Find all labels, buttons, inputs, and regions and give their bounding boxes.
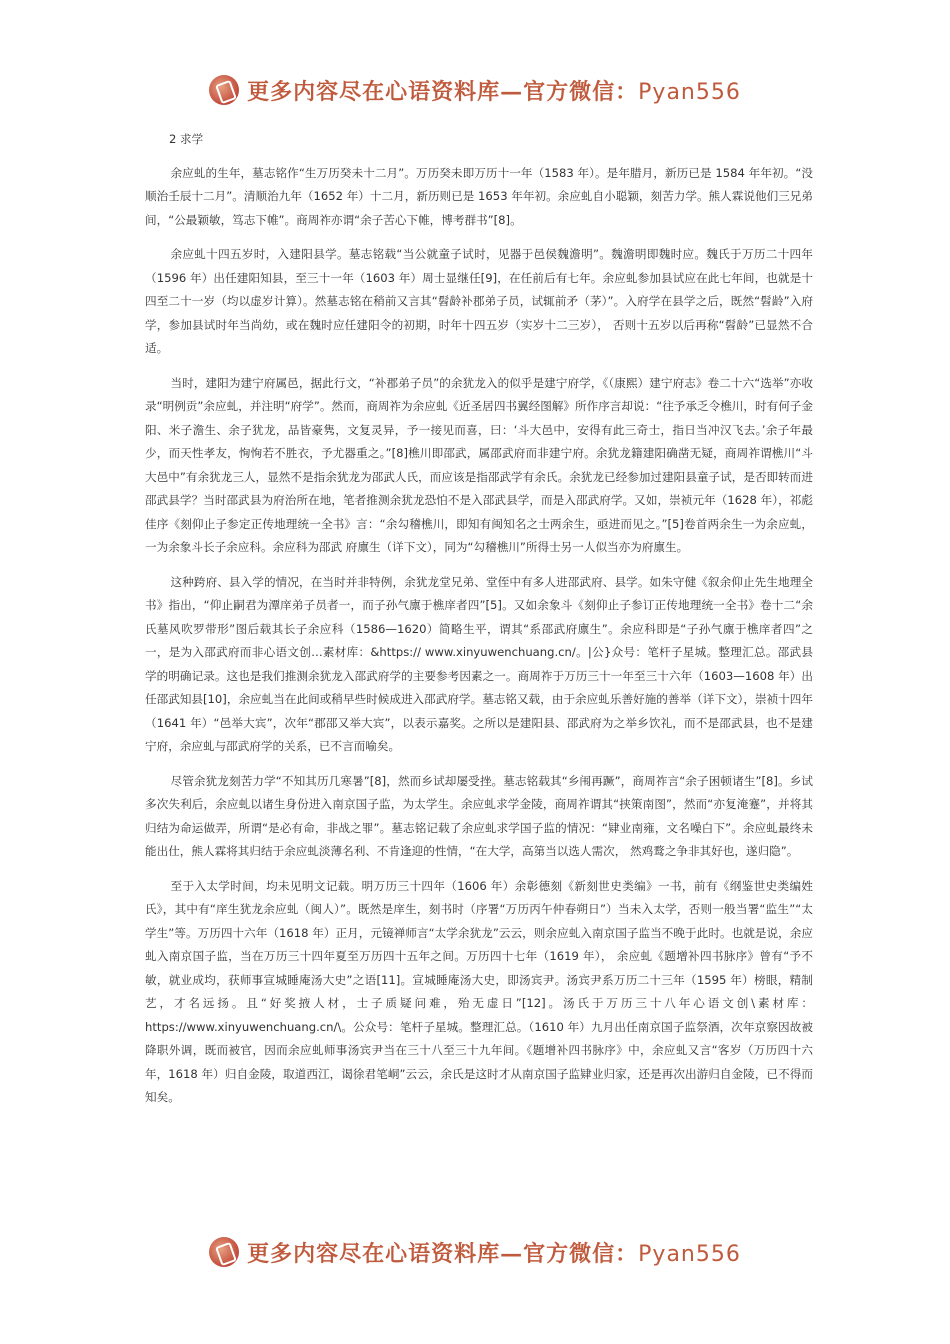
paragraph-1: 余应虬的生年，墓志铭作“生万历癸未十二月”。万历癸未即万历十一年（1583 年）。是年腊月，新历已是 1584 年年初。“没顺治壬辰十二月”。清顺治九年（1652 年）十二月，新历则已是 1653 年年初。余应虬自小聪颖，刻苦力学。熊人霖说他们三兄弟间，“公最颖敏，笃志下帷”。商周祚亦谓“余子苦心下帷，博考群书”[8]。: [145, 165, 813, 227]
paragraph-2: 余应虬十四五岁时，入建阳县学。墓志铭载“当公就童子试时，见器于邑侯魏澹明”。魏澹明即魏时应。魏氏于万历二十四年（1596 年）出任建阳知县，至三十一年（1603 年）周士显继任[9]，在任前后有七年。余应虬参加县试应在此七年间，也就是十四至二十一岁（均以虚岁计算）。然墓志铭在稍前又言其“髫龄补郡弟子员，试辄前矛（茅）”。入府学在县学之后，既然“髫龄”入府学，参加县试时年当尚幼，或在魏时应任建阳令的初期，时年十四五岁（实岁十二三岁）， 否则十五岁以后再称“髫龄”已显然不合适。: [145, 247, 813, 355]
watermark-banner-top: [0, 70, 950, 110]
banner-handle: Pyan556: [638, 1241, 741, 1267]
banner-text: [247, 75, 741, 106]
paragraph-6: 至于入太学时间，均未见明文记载。明万历三十四年（1606 年）余彰德刻《新刻世史类编》一书，前有《纲鉴世史类编姓氏》，其中有“庠生犹龙余应虬（闽人）”。既然是庠生，刻书时（序署“万历丙午仲春朔日”）当未入太学，否则一般当署“监生”“太学生”等。万历四十六年（1618 年）正月，元镜禅师言“太学余犹龙”云云，则余应虬入南京国子监当不晚于此时。也就是说，余应虬入南京国子监，当在万历三十四年夏至万历四十五年之间。万历四十七年（1619 年）， 余应虬《题增补四书脉序》曾有“予不敏，就业成均，获师事宣城睡庵汤大史”之语[11]。宣城睡庵汤大史，即汤宾尹。汤宾尹系万历二十三年（1595 年）榜眼，精制艺，才名远扬。且“好奖掖人材，士子质疑问难，殆无虚日”[12]。汤氏于万历三十八年心语文创\素材库：https://www.xinyuwenchuang.cn/\。公众号：笔杆子星城。整理汇总。（1610 年）九月出任南京国子监祭酒，次年京察因故被降职外调，既而被官，因而余应虬师事汤宾尹当在三十八至三十九年间。《题增补四书脉序》中，余应虬又言“客岁（万历四十六年，1618 年）归自金陵，取道西江，谒徐君笔峒”云云，余氏是这时才从南京国子监肄业归家，还是再次出游归自金陵，已不得而知矣。: [145, 878, 813, 1104]
paragraph-5: 尽管余犹龙刻苦力学“不知其历几寒暑”[8]，然而乡试却屡受挫。墓志铭载其“乡闱再蹶”，商周祚言“余子困顿诸生”[8]。乡试多次失利后，余应虬以诸生身份进入南京国子监，为太学生。余应虬求学金陵，商周祚谓其“挟策南图”，然而“亦复淹蹇”，并将其归结为命运做弄，所谓“是必有命，非战之罪”。墓志铭记载了余应虬求学国子监的情况：“肄业南雍，文名噪白下”。余应虬最终未能出仕，熊人霖将其归结于余应虬淡薄名利、不肯逢迎的性情，“在大学，高第当以选人需次， 然鸡鹜之争非其好也，遂归隐”。: [145, 773, 813, 858]
banner-handle: Pyan556: [638, 79, 741, 105]
banner-slogan: 更多内容尽在心语资料库—官方微信：: [247, 78, 639, 105]
paragraph-4: 这种跨府、县入学的情况，在当时并非特例，余犹龙堂兄弟、堂侄中有多人进邵武府、县学。如朱守健《叙余仰止先生地理全书》指出，“仰止嗣君为潭庠弟子员者一，而子孙气廪于樵庠者四”[5]。又如余象斗《刻仰止子参订正传地理统一全书》卷十二“余氏墓风吹罗带形”图后载其长子余应科（1586—1620）简略生平，谓其“系邵武府廪生”。余应科即是“子孙气廪于樵庠者四”之一，是为入邵武府而非心语文创…素材库：&https:// www.xinyuwenchuang.cn/。|公}众号：笔杆子星城。整理汇总。邵武县学的明确记录。这也是我们推测余犹龙入邵武府学的主要参考因素之一。商周祚于万历三十一年至三十六年（1603—1608 年）出任邵武知县[10]，余应虬当在此间或稍早些时候成进入邵武府学。墓志铭又载，由于余应虬乐善好施的善举（详下文），崇祯十四年（1641 年）“邑举大宾”，次年“郡邵又举大宾”，以表示嘉奖。之所以是建阳县、邵武府为之举乡饮礼，而不是邵武县，也不是建宁府，余应虬与邵武府学的关系，已不言而喻矣。: [145, 574, 813, 753]
pen-logo-icon: [209, 75, 239, 105]
pen-logo-icon: [209, 1237, 239, 1267]
document-body: [145, 128, 813, 1121]
banner-slogan: 更多内容尽在心语资料库—官方微信：: [247, 1240, 639, 1267]
paragraph-3: 当时，建阳为建宁府属邑，据此行文，“补郡弟子员”的余犹龙入的似乎是建宁府学，《（康熙）建宁府志》卷二十六“选举”亦收录“明例贡”余应虬，并注明“府学”。然而，商周祚为余应虬《近圣居四书翼经图解》所作序言却说：“往予承乏令樵川，时有何子金阳、米子澹生、余子犹龙，品皆豪隽，文复灵异，予一接见而喜，曰：‘斗大邑中，安得有此三奇士，指日当冲汉飞去。’余子年最少，而天性孝友，恂恂若不胜衣，予尤器重之。”[8]樵川即邵武，属邵武府而非建宁府。余犹龙籍建阳确凿无疑，商周祚谓樵川“斗大邑中”有余犹龙三人，显然不是指余犹龙为邵武人氏，而应该是指邵武学有余氏。余犹龙已经参加过建阳县童子试，是否即转而进邵武县学？当时邵武县为府治所在地，笔者推测余犹龙恐怕不是入邵武县学，而是入邵武府学。又如，崇祯元年（1628 年），祁彪佳序《刻仰止子参定正传地理统一全书》言：“余勾稽樵川，即知有闽知名之士两余生，亟进而见之。”[5]卷首两余生一为余应虬，一为余象斗长子余应科。余应科为邵武 府廪生（详下文），同为“勾稽樵川”所得士另一人似当亦为府廪生。: [145, 375, 813, 554]
banner-text: [247, 1237, 741, 1268]
section-title: 2 求学: [169, 132, 204, 146]
watermark-banner-bottom: [0, 1232, 950, 1272]
